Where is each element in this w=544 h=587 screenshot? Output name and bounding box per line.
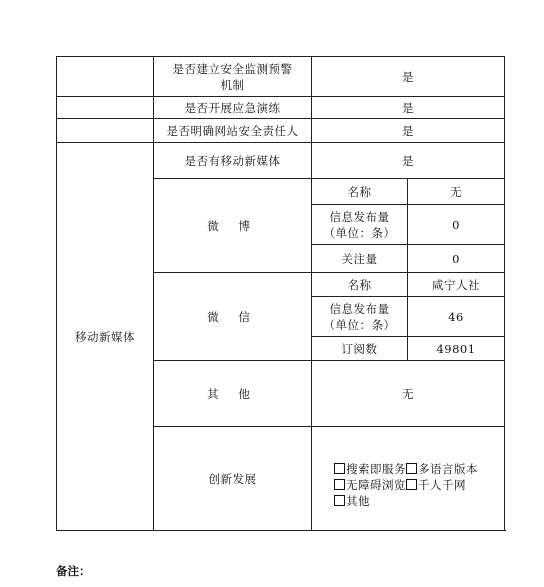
wechat-posts-label: [312, 297, 408, 337]
blank-cell: [57, 119, 154, 143]
report-table: [56, 56, 505, 531]
wechat-posts-value: 46: [408, 297, 505, 337]
weibo-follow-label: 关注量: [312, 245, 408, 273]
innovation-label: 创新发展: [154, 427, 312, 531]
weibo-name-label: 名称: [312, 179, 408, 205]
wechat-name-label: 名称: [312, 273, 408, 297]
checkbox-icon[interactable]: [334, 479, 345, 490]
wechat-name-value: 咸宁人社: [408, 273, 505, 297]
weibo-follow-value: 0: [408, 245, 505, 273]
weibo-label: 微 博: [154, 179, 312, 273]
note-label: 备注：: [56, 564, 91, 578]
blank-cell: [57, 57, 154, 97]
weibo-posts-value: 0: [408, 205, 505, 245]
responsible-label: 是否明确网站安全责任人: [154, 119, 312, 143]
weibo-posts-label: [312, 205, 408, 245]
option-search-service[interactable]: [334, 462, 406, 476]
option-label: 无障碍浏览: [346, 478, 406, 492]
option-multilingual[interactable]: [406, 462, 478, 476]
checkbox-icon[interactable]: [334, 463, 345, 474]
checkbox-icon[interactable]: [334, 495, 345, 506]
innovation-options: [312, 427, 505, 531]
wechat-subs-label: 订阅数: [312, 337, 408, 361]
wechat-subs-value: 49801: [408, 337, 505, 361]
drill-value: 是: [312, 97, 505, 119]
weibo-posts-label-text: 信息发布量: [329, 209, 390, 224]
responsible-value: 是: [312, 119, 505, 143]
checkbox-icon[interactable]: [406, 479, 417, 490]
has-mobile-media-label: 是否有移动新媒体: [154, 143, 312, 179]
wechat-posts-label-text: 信息发布量: [329, 301, 390, 316]
monitoring-value: 是: [312, 57, 505, 97]
wechat-label: 微 信: [154, 273, 312, 361]
monitoring-label: [154, 57, 312, 97]
option-label: 搜索即服务: [346, 462, 406, 476]
drill-label: 是否开展应急演练: [154, 97, 312, 119]
option-accessibility[interactable]: [334, 478, 406, 492]
monitoring-label-line1: 是否建立安全监测预警: [172, 61, 293, 76]
option-label: 多语言版本: [418, 462, 478, 476]
option-personalized[interactable]: [406, 478, 466, 492]
option-label: 千人千网: [418, 478, 466, 492]
weibo-posts-unit: （单位：条）: [323, 225, 396, 240]
weibo-name-value: 无: [408, 179, 505, 205]
other-value: 无: [312, 361, 505, 427]
wechat-posts-unit: （单位：条）: [323, 317, 396, 332]
monitoring-label-line2: 机制: [220, 77, 245, 92]
mobile-media-section-label: 移动新媒体: [57, 143, 154, 531]
other-label: 其 他: [154, 361, 312, 427]
has-mobile-media-value: 是: [312, 143, 505, 179]
option-other[interactable]: [334, 494, 370, 508]
blank-cell: [57, 97, 154, 119]
checkbox-icon[interactable]: [406, 463, 417, 474]
option-label: 其他: [346, 494, 370, 508]
